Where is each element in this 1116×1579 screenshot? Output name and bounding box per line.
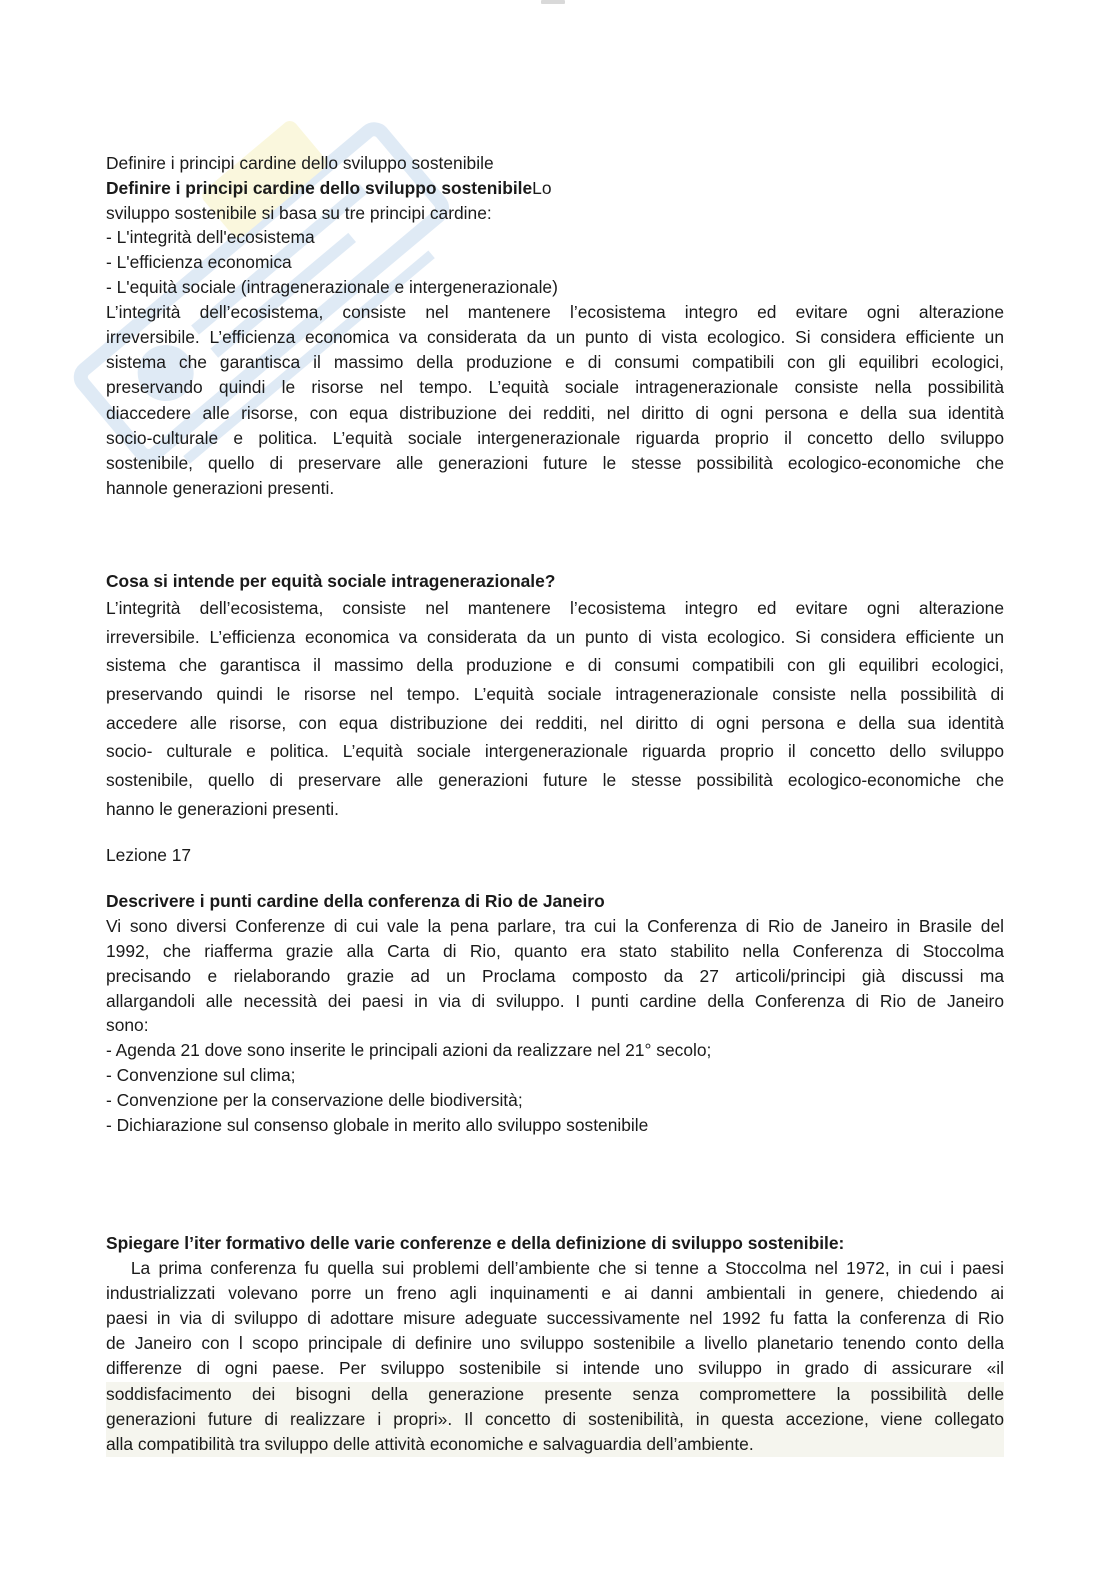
list-item: - Dichiarazione sul consenso globale in merito allo sviluppo sostenibile	[106, 1115, 649, 1136]
list-item: - L'equità sociale (intragenerazionale e intergenerazionale)	[106, 276, 558, 297]
paragraph-line: sistema che garantisca il massimo della produzione e di consumi compatibili con gli equilibri ecologici,	[106, 352, 1004, 373]
paragraph-line: de Janeiro con l scopo principale di definire uno sviluppo sostenibile a livello planetario tenendo conto della	[106, 1333, 1004, 1354]
list-item: - Convenzione sul clima;	[106, 1065, 296, 1086]
paragraph-last-line: hanno le generazioni presenti.	[106, 798, 340, 819]
paragraph-line: precisando e rielaborando grazie ad un Proclama composto da 27 articoli/principi già discussi ma	[106, 965, 1004, 986]
paragraph-last-line: alla compatibilità tra sviluppo delle attività economiche e salvaguardia dell’ambiente.	[106, 1432, 1004, 1457]
paragraph-line: preservando quindi le risorse nel tempo. L’equità sociale intragenerazionale consiste nella possibilità	[106, 377, 1004, 398]
paragraph-line: accedere alle risorse, con equa distribuzione dei redditi, nel diritto di ogni persona e della sua identità	[106, 712, 1004, 733]
paragraph-line: soddisfacimento dei bisogni della generazione presente senza compromettere la possibilità delle	[106, 1382, 1004, 1407]
section-title: Descrivere i punti cardine della conferenza di Rio de Janeiro	[106, 891, 605, 911]
paragraph-line: irreversibile. L’efficienza economica va considerata da un punto di vista ecologico. Si considera efficiente un	[106, 626, 1004, 647]
list-item: - L'integrità dell'ecosistema	[106, 227, 315, 248]
header-mark	[541, 0, 565, 4]
paragraph-last-line: hannole generazioni presenti.	[106, 478, 335, 499]
list-item: - Convenzione per la conservazione delle biodiversità;	[106, 1090, 523, 1111]
paragraph-line: allargandoli alle necessità dei paesi in via di sviluppo. I punti cardine della Conferenza di Rio de Janeiro	[106, 990, 1004, 1011]
section-title: Cosa si intende per equità sociale intragenerazionale?	[106, 571, 556, 591]
list-item: - L'efficienza economica	[106, 252, 292, 273]
paragraph-line: La prima conferenza fu quella sui problemi dell’ambiente che si tenne a Stoccolma nel 1972, in cui i paesi	[106, 1258, 1004, 1279]
paragraph-line: socio- culturale e politica. L’equità sociale intergenerazionale riguarda proprio il concetto dello sviluppo	[106, 741, 1004, 762]
paragraph-last-line: sono:	[106, 1015, 149, 1036]
paragraph-line: diaccedere alle risorse, con equa distribuzione dei redditi, nel diritto di ogni persona e della sua identità	[106, 402, 1004, 423]
intro-line: sviluppo sostenibile si basa su tre principi cardine:	[106, 202, 492, 223]
paragraph-line: differenze di ogni paese. Per sviluppo sostenibile si intende uno sviluppo in grado di assicurare «il	[106, 1358, 1004, 1379]
section-heading-bold-line	[106, 176, 1004, 201]
paragraph-line: irreversibile. L’efficienza economica va considerata da un punto di vista ecologico. Si considera efficiente un	[106, 326, 1004, 347]
paragraph-line: industrializzati volevano porre un freno agli inquinamenti e ai danni ambientali in genere, chiedendo ai	[106, 1283, 1004, 1304]
section-equita-intragenerazionale	[106, 568, 1004, 824]
paragraph-line: L’integrità dell’ecosistema, consiste nel mantenere l’ecosistema integro ed evitare ogni alterazione	[106, 301, 1004, 322]
paragraph-line: L’integrità dell’ecosistema, consiste nel mantenere l’ecosistema integro ed evitare ogni alterazione	[106, 598, 1004, 618]
section-principi-cardine	[106, 151, 1004, 501]
paragraph-line: sistema che garantisca il massimo della produzione e di consumi compatibili con gli equilibri ecologici,	[106, 655, 1004, 676]
section-rio-de-janeiro	[106, 889, 1004, 1138]
paragraph-line: generazioni future di realizzare i propri». Il concetto di sostenibilità, in questa accezione, viene collegato	[106, 1407, 1004, 1432]
paragraph-line: 1992, che riafferma grazie alla Carta di Rio, quanto era stato stabilito nella Conferenza di Stoccolma	[106, 940, 1004, 961]
lesson-label: Lezione 17	[106, 845, 192, 865]
paragraph-line: sostenibile, quello di preservare alle generazioni future le stesse possibilità ecologico-economiche che	[106, 452, 1004, 473]
heading-tail: Lo	[532, 177, 552, 198]
paragraph-line: preservando quindi le risorse nel tempo. L’equità sociale intragenerazionale consiste nella possibilità di	[106, 684, 1004, 705]
paragraph-line: socio-culturale e politica. L’equità sociale intergenerazionale riguarda proprio il concetto dello sviluppo	[106, 427, 1004, 448]
paragraph-line: paesi in via di sviluppo di adottare misure adeguate successivamente nel 1992 fu fatta la conferenza di Rio	[106, 1308, 1004, 1329]
section-heading-bold: Definire i principi cardine dello sviluppo sostenibile	[106, 177, 533, 198]
section-heading: Definire i principi cardine dello sviluppo sostenibile	[106, 153, 494, 173]
section-title: Spiegare l’iter formativo delle varie conferenze e della definizione di sviluppo sostenibile:	[106, 1233, 845, 1253]
section-iter-formativo	[106, 1231, 1004, 1457]
paragraph-line: sostenibile, quello di preservare alle generazioni future le stesse possibilità ecologico-economiche che	[106, 770, 1004, 791]
paragraph-line: Vi sono diversi Conferenze di cui vale la pena parlare, tra cui la Conferenza di Rio de Janeiro in Brasile del	[106, 915, 1004, 936]
list-item: - Agenda 21 dove sono inserite le principali azioni da realizzare nel 21° secolo;	[106, 1040, 712, 1061]
